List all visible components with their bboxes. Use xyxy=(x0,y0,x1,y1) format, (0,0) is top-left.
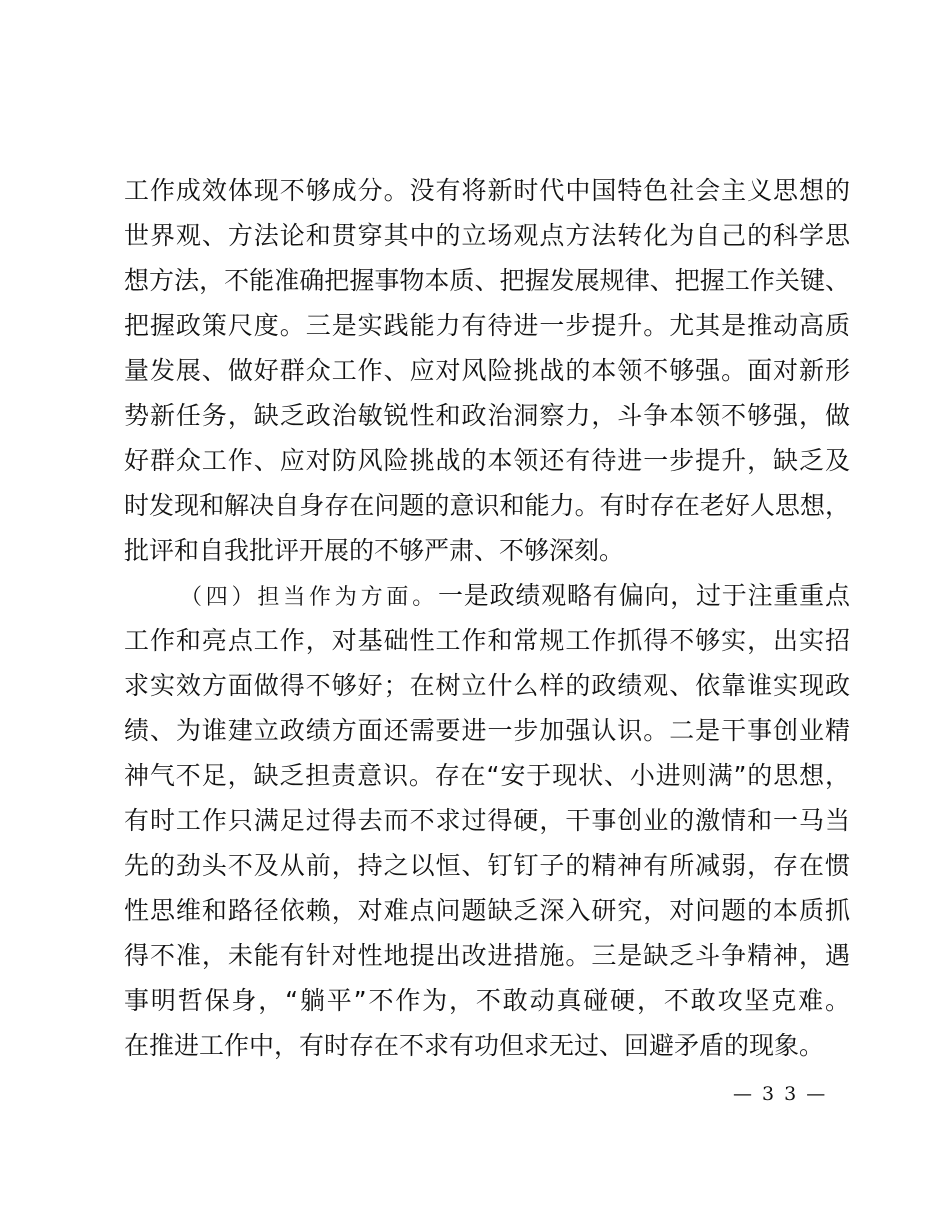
paragraph-line: 得不准，未能有针对性地提出改进措施。三是缺乏斗争精神，遇 xyxy=(124,941,850,970)
paragraph-line: 工作和亮点工作，对基础性工作和常规工作抓得不够实，出实招 xyxy=(124,626,850,655)
paragraph-line: 事明哲保身，“躺平”不作为，不敢动真碰硬，不敢攻坚克难。 xyxy=(124,986,850,1015)
paragraph-line: 时发现和解决自身存在问题的意识和能力。有时存在老好人思想， xyxy=(124,491,850,520)
paragraph-line: 世界观、方法论和贯穿其中的立场观点方法转化为自己的科学思 xyxy=(124,221,850,250)
paragraph-line: 绩、为谁建立政绩方面还需要进一步加强认识。二是干事创业精 xyxy=(124,716,850,745)
paragraph-line: 批评和自我批评开展的不够严肃、不够深刻。 xyxy=(124,536,625,565)
paragraph-line: 神气不足，缺乏担责意识。存在“安于现状、小进则满”的思想， xyxy=(124,761,850,790)
paragraph-line: 工作成效体现不够成分。没有将新时代中国特色社会主义思想的 xyxy=(124,176,850,205)
body-text xyxy=(124,168,850,1068)
section-heading-line xyxy=(124,573,850,618)
paragraph-line: 求实效方面做得不够好；在树立什么样的政绩观、依靠谁实现政 xyxy=(124,671,850,700)
paragraph-line: 性思维和路径依赖，对难点问题缺乏深入研究，对问题的本质抓 xyxy=(124,896,850,925)
paragraph-line: 量发展、做好群众工作、应对风险挑战的本领不够强。面对新形 xyxy=(124,356,850,385)
section-heading: （四）担当作为方面。 xyxy=(180,585,438,610)
paragraph-line: 先的劲头不及从前，持之以恒、钉钉子的精神有所减弱，存在惯 xyxy=(124,851,850,880)
paragraph-line: 在推进工作中，有时存在不求有功但求无过、回避矛盾的现象。 xyxy=(124,1031,825,1060)
paragraph-line: 把握政策尺度。三是实践能力有待进一步提升。尤其是推动高质 xyxy=(124,311,850,340)
paragraph-line: 好群众工作、应对防风险挑战的本领还有待进一步提升，缺乏及 xyxy=(124,446,850,475)
paragraph-line: 势新任务，缺乏政治敏锐性和政治洞察力，斗争本领不够强，做 xyxy=(124,401,850,430)
paragraph-line: 想方法，不能准确把握事物本质、把握发展规律、把握工作关键、 xyxy=(124,266,850,295)
paragraph-text: 一是政绩观略有偏向，过于注重重点 xyxy=(438,581,850,610)
page-number: — 3 3 — xyxy=(733,1083,828,1105)
paragraph-line: 有时工作只满足过得去而不求过得硬，干事创业的激情和一马当 xyxy=(124,806,850,835)
